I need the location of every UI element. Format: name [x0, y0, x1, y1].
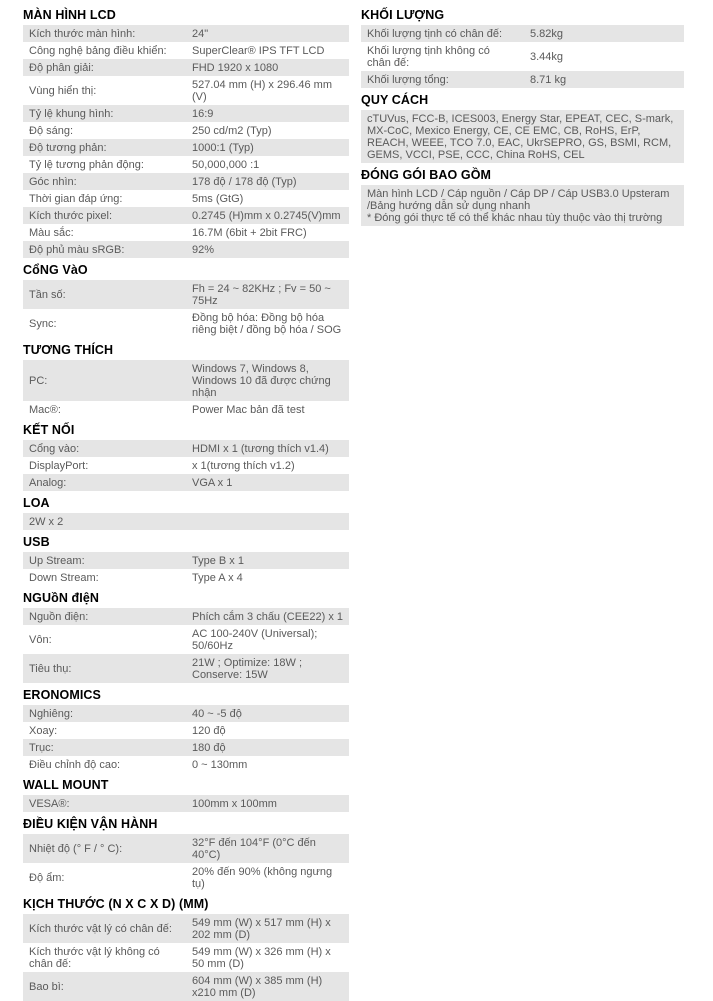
section-title: KỊCH THƯỚC (N X C X D) (MM): [23, 897, 209, 911]
spec-row: [361, 25, 684, 42]
spec-value: 100mm x 100mm: [192, 798, 277, 810]
spec-row: [23, 552, 349, 569]
spec-value: 604 mm (W) x 385 mm (H) x210 mm (D): [192, 975, 323, 999]
spec-label: Kích thước vật lý không có chân đế:: [29, 946, 160, 970]
spec-value: Fh = 24 ~ 82KHz ; Fv = 50 ~ 75Hz: [192, 283, 331, 307]
spec-value: 178 độ / 178 độ (Typ): [192, 176, 297, 188]
spec-value: 0 ~ 130mm: [192, 759, 248, 771]
spec-label: Tần số:: [29, 289, 66, 301]
spec-row: [23, 972, 349, 1001]
section-title: WALL MOUNT: [23, 778, 109, 792]
spec-table: [23, 440, 349, 491]
spec-table: [361, 110, 684, 163]
spec-value: 120 độ: [192, 725, 226, 737]
spec-label: Nhiệt độ (° F / ° C):: [29, 843, 123, 855]
spec-table: [23, 360, 349, 418]
spec-row: [23, 440, 349, 457]
spec-label: Khối lượng tổng:: [367, 74, 449, 86]
spec-value: 21W ; Optimize: 18W ; Conserve: 15W: [192, 657, 303, 681]
spec-value: 40 ~ -5 độ: [192, 708, 242, 720]
spec-value: Type B x 1: [192, 555, 244, 567]
spec-row: [23, 139, 349, 156]
spec-value: 1000:1 (Typ): [192, 142, 254, 154]
spec-label: Độ phủ màu sRGB:: [29, 244, 125, 256]
spec-value: Power Mac bản đã test: [192, 404, 305, 416]
spec-table: [23, 914, 349, 1001]
spec-value: 92%: [192, 244, 215, 256]
spec-row: [361, 71, 684, 88]
spec-value: 180 độ: [192, 742, 226, 754]
spec-text: [361, 110, 684, 163]
spec-row: [23, 173, 349, 190]
spec-table: [361, 25, 684, 88]
spec-row: [23, 207, 349, 224]
section-title: USB: [23, 535, 50, 549]
spec-value: 0.2745 (H)mm x 0.2745(V)mm: [192, 210, 341, 222]
spec-table: [23, 705, 349, 773]
spec-label: Thời gian đáp ứng:: [29, 193, 123, 205]
spec-text-line: 2W x 2: [29, 516, 64, 528]
spec-value: Type A x 4: [192, 572, 243, 584]
spec-section: [23, 343, 349, 418]
spec-label: Sync:: [29, 318, 57, 330]
spec-label: Bao bì:: [29, 981, 64, 993]
spec-row: [23, 625, 349, 654]
section-title: ĐÓNG GÓI BAO GỒM: [361, 168, 492, 182]
spec-label: Khối lượng tịnh có chân đế:: [367, 28, 503, 40]
spec-row: [23, 25, 349, 42]
spec-section: [361, 8, 684, 88]
spec-table: [23, 795, 349, 812]
spec-table: [23, 280, 349, 338]
section-title: QUY CÁCH: [361, 93, 429, 107]
spec-row: [23, 834, 349, 863]
spec-row: [361, 110, 684, 163]
spec-section: [361, 168, 684, 226]
spec-label: Analog:: [29, 477, 67, 489]
spec-table: [23, 834, 349, 892]
spec-value: 5ms (GtG): [192, 193, 244, 205]
spec-text-line: * Đóng gói thực tế có thể khác nhau tùy thuộc vào thị trường: [367, 212, 663, 224]
spec-label: Up Stream:: [29, 555, 85, 567]
spec-row: [23, 914, 349, 943]
spec-text: [23, 513, 349, 530]
spec-section: [23, 8, 349, 258]
spec-value: HDMI x 1 (tương thích v1.4): [192, 443, 329, 455]
spec-section: [23, 778, 349, 812]
spec-label: Tỷ lệ khung hình:: [29, 108, 114, 120]
spec-column-right: [361, 5, 684, 226]
spec-row: [23, 608, 349, 625]
section-title: ĐIỀU KIỆN VẬN HÀNH: [23, 817, 158, 831]
spec-table: [361, 185, 684, 226]
spec-label: Điều chỉnh độ cao:: [29, 759, 121, 771]
spec-row: [23, 705, 349, 722]
spec-table: [23, 552, 349, 586]
spec-row: [23, 457, 349, 474]
spec-row: [23, 76, 349, 105]
spec-label: Góc nhìn:: [29, 176, 77, 188]
spec-row: [23, 156, 349, 173]
section-title: NGUồN đIệN: [23, 591, 99, 605]
spec-label: Kích thước màn hình:: [29, 28, 136, 40]
spec-value: VGA x 1: [192, 477, 233, 489]
spec-value: 20% đến 90% (không ngưng tụ): [192, 866, 333, 890]
spec-row: [23, 309, 349, 338]
spec-row: [23, 59, 349, 76]
spec-label: Xoay:: [29, 725, 58, 737]
spec-row: [23, 795, 349, 812]
spec-row: [23, 122, 349, 139]
spec-value: x 1(tương thích v1.2): [192, 460, 295, 472]
spec-row: [23, 513, 349, 530]
spec-value: 549 mm (W) x 326 mm (H) x 50 mm (D): [192, 946, 331, 970]
spec-text-line: cTUVus, FCC-B, ICES003, Energy Star, EPEAT, CEC, S-mark, MX-CoC, Mexico Energy, CE, CE EMC, CB, RoHS, ErP, REACH, WEEE, TCO 7.0, EAC, UkrSEPRO, GS, BSMI, RCM, GEMS, VCCI, PSE, CCC, China RoHS, CEL: [367, 113, 674, 161]
spec-value: 32°F đến 104°F (0°C đến 40°C): [192, 837, 316, 861]
spec-row: [23, 280, 349, 309]
spec-label: Độ tương phản:: [29, 142, 107, 154]
spec-label: Kích thước vật lý có chân đế:: [29, 923, 172, 935]
spec-table: [23, 513, 349, 530]
spec-value: 549 mm (W) x 517 mm (H) x 202 mm (D): [192, 917, 331, 941]
section-title: TƯƠNG THÍCH: [23, 343, 114, 357]
spec-section: [361, 93, 684, 163]
spec-row: [23, 722, 349, 739]
spec-value: SuperClear® IPS TFT LCD: [192, 45, 325, 57]
spec-label: DisplayPort:: [29, 460, 89, 472]
spec-label: Khối lượng tịnh không có chân đế:: [367, 45, 490, 69]
spec-label: Màu sắc:: [29, 227, 74, 239]
spec-text-line: Màn hình LCD / Cáp nguồn / Cáp DP / Cáp USB3.0 Upsteram /Bảng hướng dẫn sử dụng nhanh: [367, 188, 670, 212]
spec-value: Đồng bộ hóa: Đồng bộ hóa riêng biệt / đồng bộ hóa / SOG: [192, 312, 342, 336]
spec-section: [23, 817, 349, 892]
spec-section: [23, 496, 349, 530]
spec-value: Windows 7, Windows 8, Windows 10 đã được chứng nhận: [192, 363, 331, 399]
spec-row: [23, 863, 349, 892]
section-title: KHỐI LƯỢNG: [361, 8, 445, 22]
spec-label: Độ ẩm:: [29, 872, 65, 884]
spec-value: 527.04 mm (H) x 296.46 mm (V): [192, 79, 332, 103]
spec-row: [23, 241, 349, 258]
spec-value: AC 100-240V (Universal); 50/60Hz: [192, 628, 318, 652]
section-title: LOA: [23, 496, 50, 510]
spec-column-left: [23, 5, 349, 1001]
section-title: MÀN HÌNH LCD: [23, 8, 116, 22]
spec-value: 24": [192, 28, 209, 40]
spec-row: [23, 739, 349, 756]
spec-label: Độ phân giải:: [29, 62, 94, 74]
spec-section: [23, 263, 349, 338]
section-title: ERONOMICS: [23, 688, 101, 702]
spec-label: Công nghệ bảng điều khiển:: [29, 45, 167, 57]
spec-section: [23, 423, 349, 491]
spec-text: [361, 185, 684, 226]
spec-label: VESA®:: [29, 798, 70, 810]
spec-row: [361, 185, 684, 226]
spec-label: Nghiêng:: [29, 708, 74, 720]
spec-row: [23, 42, 349, 59]
spec-label: Down Stream:: [29, 572, 99, 584]
spec-value: 5.82kg: [530, 28, 564, 40]
spec-row: [23, 190, 349, 207]
spec-label: Độ sáng:: [29, 125, 74, 137]
spec-value: 8.71 kg: [530, 74, 567, 86]
spec-value: 250 cd/m2 (Typ): [192, 125, 272, 137]
spec-value: FHD 1920 x 1080: [192, 62, 279, 74]
spec-row: [361, 42, 684, 71]
section-title: CổNG VàO: [23, 263, 88, 277]
spec-row: [23, 756, 349, 773]
spec-label: Tỷ lệ tương phản động:: [29, 159, 144, 171]
spec-value: Phích cắm 3 chấu (CEE22) x 1: [192, 611, 344, 623]
spec-label: Vùng hiển thị:: [29, 85, 97, 97]
spec-row: [23, 401, 349, 418]
spec-value: 16.7M (6bit + 2bit FRC): [192, 227, 307, 239]
spec-label: Tiêu thụ:: [29, 663, 72, 675]
spec-label: Mac®:: [29, 404, 61, 416]
spec-section: [23, 535, 349, 586]
spec-section: [23, 591, 349, 683]
spec-table: [23, 608, 349, 683]
spec-row: [23, 224, 349, 241]
spec-label: PC:: [29, 375, 48, 387]
spec-label: Vôn:: [29, 634, 52, 646]
spec-row: [23, 943, 349, 972]
section-title: KẾT NỐI: [23, 423, 75, 437]
spec-row: [23, 360, 349, 401]
spec-label: Cổng vào:: [29, 443, 80, 455]
spec-row: [23, 654, 349, 683]
spec-value: 16:9: [192, 108, 214, 120]
spec-row: [23, 569, 349, 586]
spec-label: Kích thước pixel:: [29, 210, 113, 222]
spec-row: [23, 474, 349, 491]
spec-label: Trục:: [29, 742, 54, 754]
spec-row: [23, 105, 349, 122]
spec-label: Nguồn điện:: [29, 611, 89, 623]
spec-value: 3.44kg: [530, 51, 564, 63]
spec-section: [23, 688, 349, 773]
spec-table: [23, 25, 349, 258]
spec-section: [23, 897, 349, 1001]
spec-value: 50,000,000 :1: [192, 159, 260, 171]
